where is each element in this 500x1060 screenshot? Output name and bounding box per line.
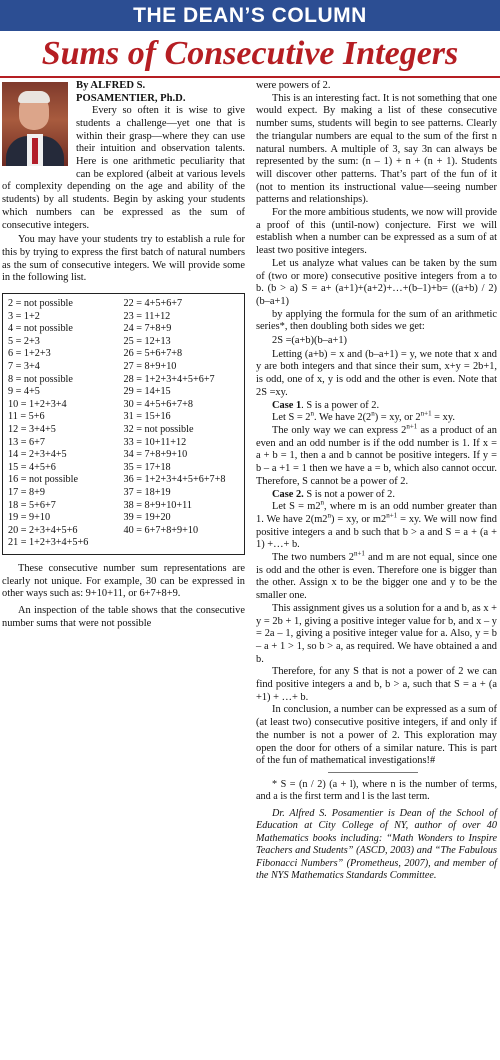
case1-body: [256, 422, 497, 489]
table-row: 40 = 6+7+8+9+10: [123, 524, 199, 536]
table-row: 15 = 4+5+6: [8, 461, 56, 473]
exponent: n+1: [386, 511, 398, 520]
exponent: n: [310, 409, 314, 418]
case1-label: Case 1: [272, 399, 302, 411]
uniqueness-paragraph: These consecutive number sum representations are clearly not unique. For example, 30 can be expressed in other ways such as: 9+10+11, or 6+7+8+9.: [2, 562, 245, 600]
table-row: 20 = 2+3+4+5+6: [8, 524, 78, 536]
case2-compare-b: and m are not equal, since one is odd and the other is even. Therefore one is bigger than the other. Assign x to be the bigger one and y to be the smaller one.: [256, 552, 497, 602]
case2-compare: [256, 549, 497, 603]
table-row: 8 = not possible: [8, 373, 73, 385]
sums-table-col2: [124, 298, 240, 550]
table-row: 37 = 18+19: [123, 486, 171, 498]
exponent: n+1: [420, 409, 432, 418]
case1-setup: [256, 409, 497, 425]
column-banner: THE DEAN’S COLUMN: [0, 0, 500, 31]
table-row: 34 = 7+8+9+10: [123, 449, 188, 461]
article-title: Sums of Consecutive Integers: [41, 35, 459, 72]
table-row: 3 = 1+2: [8, 310, 40, 322]
title-rule: [0, 76, 500, 78]
case2-label: Case 2.: [272, 488, 304, 500]
table-row: 28 = 1+2+3+4+5+6+7: [123, 373, 215, 385]
exponent: n+1: [353, 549, 365, 558]
table-row: 30 = 4+5+6+7+8: [123, 398, 193, 410]
right-column: [256, 80, 497, 883]
case1-setup-d: = xy.: [431, 412, 455, 424]
author-photo: [2, 82, 68, 166]
table-row: 33 = 10+11+12: [123, 436, 187, 448]
table-row: 18 = 5+6+7: [8, 499, 56, 511]
sums-table: [2, 293, 245, 555]
table-row: 31 = 15+16: [123, 411, 171, 423]
exponent: n: [320, 498, 325, 507]
sums-table-col1: [8, 298, 124, 550]
case1-setup-a: Let S = 2: [272, 412, 311, 424]
intro-paragraph: Every so often it is wise to give students a challenge—yet one that is within their grasp—where they can use their intuition and observation talents. Here is one arithmetic peculiarity that can be explored (albeit at various levels of complexity depending on the age and ability of the students) by all students. Begin by asking your students which numbers can be expressed as the sum of consecutive integers.: [2, 105, 245, 231]
author-bio: Dr. Alfred S. Posamentier is Dean of the School of Education at City College of NY, author of over 40 Mathematics books including: “Math Wonders to Inspire Teachers and Students” (ASCD, 2003) and “The Fabulous Fibonacci Numbers” (Prometheus, 2007), and member of the NYS Mathematics Standards Committee.: [256, 807, 497, 882]
table-row: 27 = 8+9+10: [123, 361, 177, 372]
proof-intro-paragraph: For the more ambitious students, we now will provide a proof of this (until-now) conjecture. First we will establish when a number can be expressed as a sum of at least two positive integers.: [256, 207, 497, 257]
case2-setup-a: Let S = m2: [272, 501, 321, 513]
case2-compare-a: The two numbers 2: [272, 552, 354, 564]
case2-setup-c: ) = xy, or m2: [330, 513, 387, 525]
table-row: 5 = 2+3: [8, 335, 40, 347]
table-row: 4 = not possible: [8, 323, 73, 335]
table-row: 38 = 8+9+10+11: [123, 499, 192, 511]
case1-body-b: as a product of an even and an odd number is if the odd number is 1. If x = a + b = 1, then a and b cannot be positive integers. If y = b – a +1 = 1 then we have a = b, which also cannot occur. Therefore, S cannot be a power of 2.: [256, 424, 497, 487]
byline-line2: POSAMENTIER, Ph.D.: [76, 92, 186, 104]
table-row: 7 = 3+4: [8, 361, 40, 372]
table-row: 24 = 7+8+9: [123, 323, 172, 335]
table-row: 26 = 5+6+7+8: [123, 348, 183, 360]
case2-setup-b: , where m is an odd number greater than 1. We have 2(m2: [256, 501, 497, 525]
doubled-equation: 2S =(a+b)(b–a+1): [272, 335, 347, 347]
case2-setup: [256, 498, 497, 552]
table-row: 13 = 6+7: [8, 436, 45, 448]
table-row: 14 = 2+3+4+5: [8, 449, 67, 461]
inspection-paragraph: An inspection of the table shows that the consecutive number sums that were not possible: [2, 605, 245, 629]
table-row: 22 = 4+5+6+7: [123, 298, 183, 310]
assignment-paragraph: This assignment gives us a solution for a and b, as x + y = 2b + 1, giving a positive integer value for b, and x – y = 2a – 1, giving a positive integer value for a. Also, y = b – a + 1 > 1, so b > a, as required. We have obtained a and b.: [256, 602, 497, 665]
table-row: 35 = 17+18: [123, 461, 171, 473]
table-row: 2 = not possible: [8, 298, 73, 310]
exponent: n: [371, 409, 375, 418]
therefore-paragraph: Therefore, for any S that is not a power of 2 we can find positive integers a and b, b > a, such that S = a + (a +1) + …+ b.: [256, 666, 497, 703]
table-row: 25 = 12+13: [123, 335, 171, 347]
table-row: 11 = 5+6: [8, 411, 45, 423]
doubling-paragraph: by applying the formula for the sum of an arithmetic series*, then doubling both sides we get:: [256, 308, 497, 333]
table-row: 19 = 9+10: [8, 512, 51, 524]
table-row: 21 = 1+2+3+4+5+6: [8, 537, 89, 549]
conclusion-paragraph: In conclusion, a number can be expressed as a sum of (at least two) consecutive positive integers, if and only if the number is not a power of 2. This exploration may open the door for others of a similar nature. This is part of the fun of mathematical investigations!#: [256, 704, 497, 767]
table-row: 29 = 14+15: [123, 386, 171, 398]
footnote-divider: [328, 772, 418, 773]
table-row: 39 = 19+20: [123, 512, 171, 524]
left-column: [2, 80, 245, 630]
exponent: n+1: [406, 422, 418, 431]
case2-text: S is not a power of 2.: [303, 488, 395, 500]
sum-analysis-paragraph: Let us analyze what values can be taken by the sum of (two or more) consecutive positive integers from a to b. (b > a) S = a+ (a+1)+(a+2)+…+(b–1)+b= ((a+b) / 2)(b–a+1): [256, 257, 497, 307]
table-row: 36 = 1+2+3+4+5+6+7+8: [123, 474, 226, 486]
table-row: 12 = 3+4+5: [8, 423, 56, 435]
table-row: 16 = not possible: [8, 474, 78, 486]
footnote: * S = (n / 2) (a + l), where n is the number of terms, and a is the first term and l is the last term.: [256, 778, 497, 803]
case1-setup-c: ) = xy, or 2: [374, 412, 421, 424]
case2-heading: [256, 489, 497, 502]
table-row: 10 = 1+2+3+4: [8, 398, 67, 410]
table-row: 23 = 11+12: [123, 310, 171, 322]
exponent: n: [327, 511, 331, 520]
table-row: 9 = 4+5: [8, 386, 40, 398]
table-row: 32 = not possible: [123, 423, 194, 435]
table-row: 6 = 1+2+3: [8, 348, 51, 360]
case1-body-a: The only way we can express 2: [272, 424, 407, 436]
case1-text: . S is a power of 2.: [301, 399, 380, 411]
case1-heading: [256, 400, 497, 413]
table-row: 17 = 8+9: [8, 486, 45, 498]
case1-setup-b: . We have 2(2: [313, 412, 372, 424]
powers-fragment: were powers of 2.: [256, 80, 331, 91]
xy-paragraph: Letting (a+b) = x and (b–a+1) = y, we note that x and y are both integers and that since their sum, x+y = 2b+1, is odd, one of x, y is odd and the other is even. Note that 2S =xy.: [256, 348, 497, 398]
case2-setup-d: = xy. We will now find positive integers a and b such that b > a and S = a + (a + 1) +…+ b.: [256, 513, 497, 551]
byline-line1: By ALFRED S.: [76, 80, 146, 91]
instruction-paragraph: You may have your students try to establish a rule for this by trying to express the first batch of natural numbers as the sum of consecutive integers. We will provide some in the following list.: [2, 234, 245, 284]
patterns-paragraph: This is an interesting fact. It is not something that one would expect. By making a list of these consecutive number sums, students will begin to see patterns. Clearly the triangular numbers are equal to the sum of the first n natural numbers. A multiple of 3, say 3n can always be represented by the sum: (n – 1) + n + (n + 1). Students will discover other patterns. That’s part of the fun of it (not to mention its instructional value—seeing number patterns and relationships).: [256, 92, 497, 206]
